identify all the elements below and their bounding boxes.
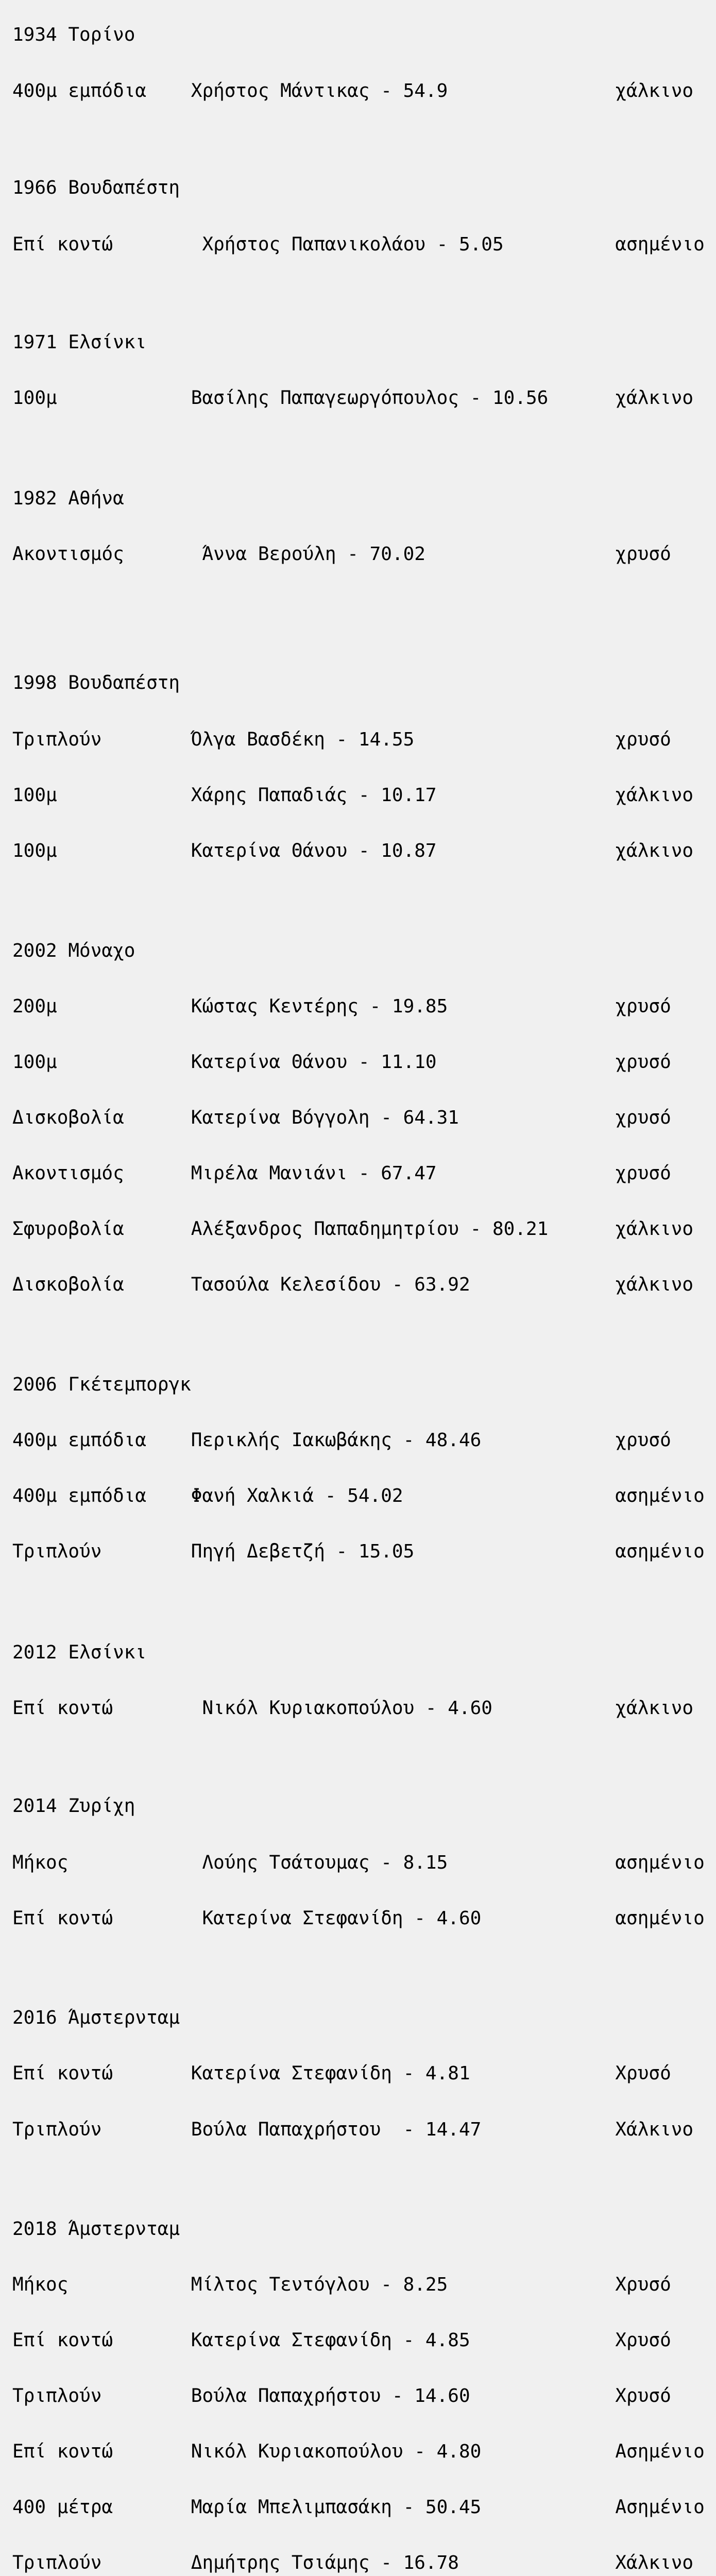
result-line: Επί κοντώ Χρήστος Παπανικολάου - 5.05 ασημένιο — [12, 234, 705, 255]
result-line: Τριπλούν Πηγή Δεβετζή - 15.05 ασημένιο — [12, 1541, 705, 1562]
year-heading: 1934 Τορίνο — [12, 24, 135, 45]
result-line: Επί κοντώ Κατερίνα Στεφανίδη - 4.60 ασημένιο — [12, 1908, 705, 1929]
result-line: 100μ Βασίλης Παπαγεωργόπουλος - 10.56 χάλκινο — [12, 387, 694, 409]
result-line: Επί κοντώ Κατερίνα Στεφανίδη - 4.81 Χρυσό — [12, 2063, 671, 2084]
result-line: Δισκοβολία Τασούλα Κελεσίδου - 63.92 χάλκινο — [12, 1274, 694, 1295]
year-heading: 1998 Βουδαπέστη — [12, 672, 180, 693]
result-line: 400μ εμπόδια Περικλής Ιακωβάκης - 48.46 χρυσό — [12, 1430, 671, 1451]
result-line: Επί κοντώ Νικόλ Κυριακοπούλου - 4.80 Ασημένιο — [12, 2441, 705, 2462]
result-line: Επί κοντώ Κατερίνα Στεφανίδη - 4.85 Χρυσό — [12, 2330, 671, 2351]
result-line: Τριπλούν Όλγα Βασδέκη - 14.55 χρυσό — [12, 729, 671, 750]
result-line: Μήκος Λούης Τσάτουμας - 8.15 ασημένιο — [12, 1852, 705, 1873]
result-line: 100μ Χάρης Παπαδιάς - 10.17 χάλκινο — [12, 785, 694, 806]
result-line: Ακοντισμός Μιρέλα Μανιάνι - 67.47 χρυσό — [12, 1163, 671, 1184]
year-heading: 1971 Ελσίνκι — [12, 332, 147, 353]
result-line: Μήκος Μίλτος Τεντόγλου - 8.25 Χρυσό — [12, 2274, 671, 2295]
result-line: Τριπλούν Βούλα Παπαχρήστου - 14.60 Χρυσό — [12, 2385, 671, 2406]
result-line: Επί κοντώ Νικόλ Κυριακοπούλου - 4.60 χάλκινο — [12, 1698, 694, 1719]
year-heading: 2018 Άμστερνταμ — [12, 2218, 180, 2240]
result-line: Δισκοβολία Κατερίνα Βόγγολη - 64.31 χρυσό — [12, 1107, 671, 1128]
result-line: Τριπλούν Βούλα Παπαχρήστου - 14.47 Χάλκινο — [12, 2119, 694, 2140]
result-line: 100μ Κατερίνα Θάνου - 10.87 χάλκινο — [12, 840, 694, 861]
year-heading: 2006 Γκέτεμποργκ — [12, 1374, 191, 1395]
result-line: 100μ Κατερίνα Θάνου - 11.10 χρυσό — [12, 1052, 671, 1073]
year-heading: 1966 Βουδαπέστη — [12, 177, 180, 198]
year-heading: 1982 Αθήνα — [12, 488, 124, 509]
year-heading: 2012 Ελσίνκι — [12, 1642, 147, 1663]
result-line: 200μ Κώστας Κεντέρης - 19.85 χρυσό — [12, 996, 671, 1017]
result-line: Ακοντισμός Άννα Βερούλη - 70.02 χρυσό — [12, 544, 671, 565]
year-heading: 2016 Άμστερνταμ — [12, 2007, 180, 2028]
result-line: 400μ εμπόδια Φανή Χαλκιά - 54.02 ασημένιο — [12, 1485, 705, 1506]
result-line: Σφυροβολία Αλέξανδρος Παπαδημητρίου - 80.21 χάλκινο — [12, 1218, 694, 1240]
result-line: 400 μέτρα Μαρία Μπελιμπασάκη - 50.45 Ασημένιο — [12, 2497, 705, 2518]
result-line: Τριπλούν Δημήτρης Τσιάμης - 16.78 Χάλκινο — [12, 2552, 694, 2573]
result-line: 400μ εμπόδια Χρήστος Μάντικας - 54.9 χάλκινο — [12, 80, 694, 101]
year-heading: 2002 Μόναχο — [12, 940, 135, 961]
year-heading: 2014 Ζυρίχη — [12, 1795, 135, 1817]
